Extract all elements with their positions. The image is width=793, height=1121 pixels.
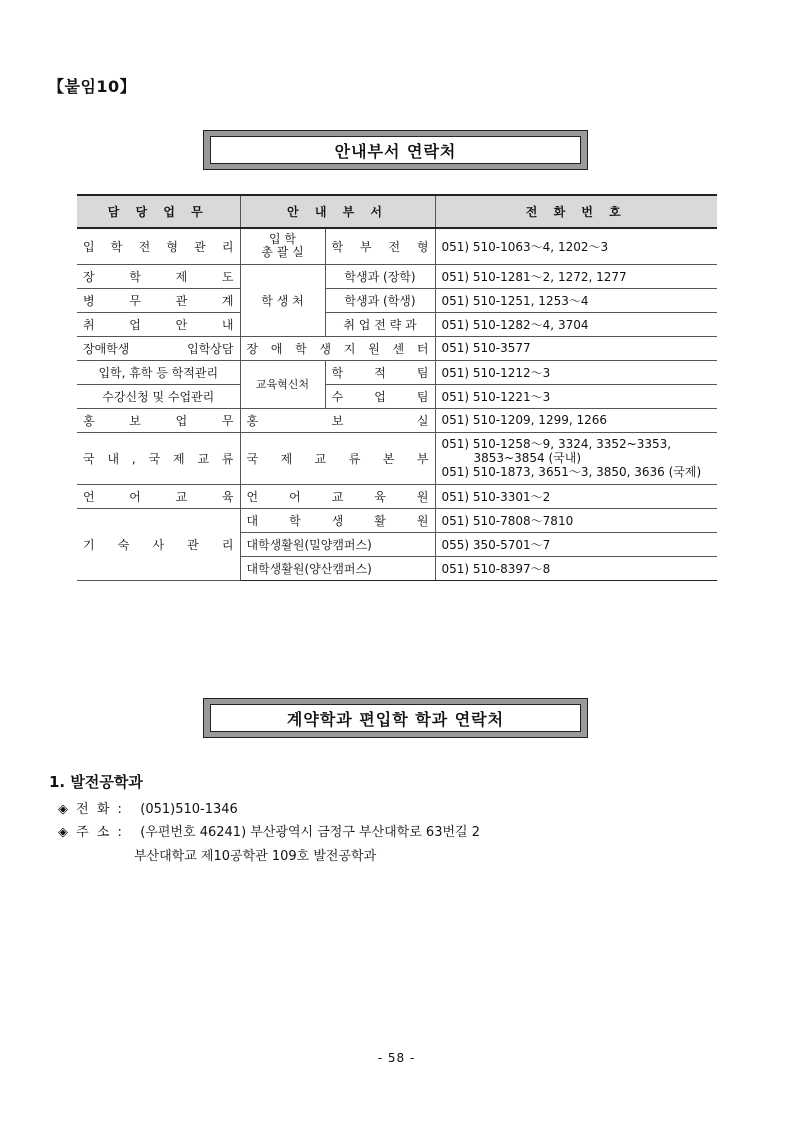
table-row [77,228,717,264]
table-row [77,408,717,432]
table-row [77,312,717,336]
table-row [77,288,717,312]
header-phone: 전 화 번 호 [435,195,717,228]
header-task: 담 당 업 무 [77,195,240,228]
dept-cell [325,384,435,408]
task-text: 기 숙 사 관 리 [83,537,234,552]
dept-full-text: 대학생활원(양산캠퍼스) [246,561,372,576]
title-contract-dept: 계약학과 편입학 학과 연락처 [210,704,581,732]
phone-cell: 051) 510-1209, 1299, 1266 [435,408,717,432]
task-cell: 입 학 전 형 관 리 [83,239,234,254]
dept-group-cell: 학 생 처 [240,264,325,336]
task-cell: 입학, 휴학 등 학적관리 [77,360,240,384]
dept-full-text: 대학생활원(밀양캠퍼스) [246,537,372,552]
task-cell: 장애학생 입학상담 [83,341,234,356]
task-cell: 취 업 안 내 [83,317,234,332]
dept-cell: 학생과 (학생) [325,288,435,312]
phone-cell: 051) 510-8397～8 [435,556,717,580]
phone-line: 051) 510-1258～9, 3324, 3352~3353, [441,437,672,451]
table-row [77,264,717,288]
dept-full-text: 장 애 학 생 지 원 센 터 [246,341,429,356]
address-info-line [58,821,480,840]
attachment-label: 【붙임10】 [48,77,137,96]
phone-label: 전 화 : [76,802,124,817]
phone-cell [435,432,717,484]
task-cell: 장 학 제 도 [83,269,234,284]
dept-cell: 학 부 전 형 [331,239,429,254]
phone-value: (051)510-1346 [140,802,238,817]
table-row [77,384,717,408]
address-label: 주 소 : [76,825,124,840]
phone-cell: 051) 510-1063～4, 1202～3 [435,228,717,264]
phone-cell: 055) 350-5701～7 [435,532,717,556]
page-number: - 58 - [377,1051,416,1065]
contacts-table [77,194,717,581]
dept-text: 수 업 팀 [331,389,429,404]
phone-cell: 051) 510-1282～4, 3704 [435,312,717,336]
dept-cell: 취 업 전 략 과 [325,312,435,336]
phone-line: 051) 510-1873, 3651～3, 3850, 3636 (국제) [441,465,702,479]
phone-cell: 051) 510-1221～3 [435,384,717,408]
table-row [77,432,717,484]
table-row [77,360,717,384]
table-row [77,336,717,360]
section-heading: 1. 발전공학과 [49,773,143,791]
dept-cell [240,532,435,556]
title-box-contract-dept [203,698,588,738]
header-dept: 안 내 부 서 [240,195,435,228]
table-row [77,484,717,508]
task-cell: 홍 보 업 무 [83,413,234,428]
dept-cell [240,336,435,360]
dept-group-top: 입 학 [269,232,296,247]
dept-full-text: 언 어 교 육 원 [246,489,429,504]
phone-cell: 051) 510-3577 [435,336,717,360]
dept-cell [240,408,435,432]
address-line1: (우편번호 46241) 부산광역시 금정구 부산대학로 63번길 2 [140,825,480,840]
task-cell: 언 어 교 육 [83,489,234,504]
phone-cell: 051) 510-7808～7810 [435,508,717,532]
task-cell: 국 내 , 국 제 교 류 [83,451,234,466]
table-row [77,508,717,532]
phone-cell: 051) 510-3301～2 [435,484,717,508]
phone-cell: 051) 510-1281～2, 1272, 1277 [435,264,717,288]
phone-cell: 051) 510-1251, 1253～4 [435,288,717,312]
dept-full-text: 국 제 교 류 본 부 [246,451,429,466]
task-cell [77,508,240,580]
title-box-contacts [203,130,588,170]
dept-cell [240,556,435,580]
address-line2: 부산대학교 제10공학관 109호 발전공학과 [134,849,377,864]
diamond-bullet-icon: ◈ [58,802,68,817]
dept-group-cell [240,228,325,264]
title-contacts: 안내부서 연락처 [210,136,581,164]
dept-cell [240,508,435,532]
diamond-bullet-icon: ◈ [58,825,68,840]
dept-full-text: 홍 보 실 [246,413,429,428]
task-cell: 병 무 관 계 [83,293,234,308]
dept-cell [325,360,435,384]
dept-cell [240,484,435,508]
dept-group-cell: 교육혁신처 [240,360,325,408]
dept-group-bottom: 총 괄 실 [261,245,304,260]
phone-info-line [58,798,238,817]
dept-cell [240,432,435,484]
phone-line: 3853~3854 (국내) [473,451,581,465]
table-header-row [77,195,717,228]
dept-cell: 학생과 (장학) [325,264,435,288]
dept-text: 학 적 팀 [331,365,429,380]
task-cell: 수강신청 및 수업관리 [77,384,240,408]
dept-full-text: 대 학 생 활 원 [246,513,429,528]
phone-cell: 051) 510-1212～3 [435,360,717,384]
